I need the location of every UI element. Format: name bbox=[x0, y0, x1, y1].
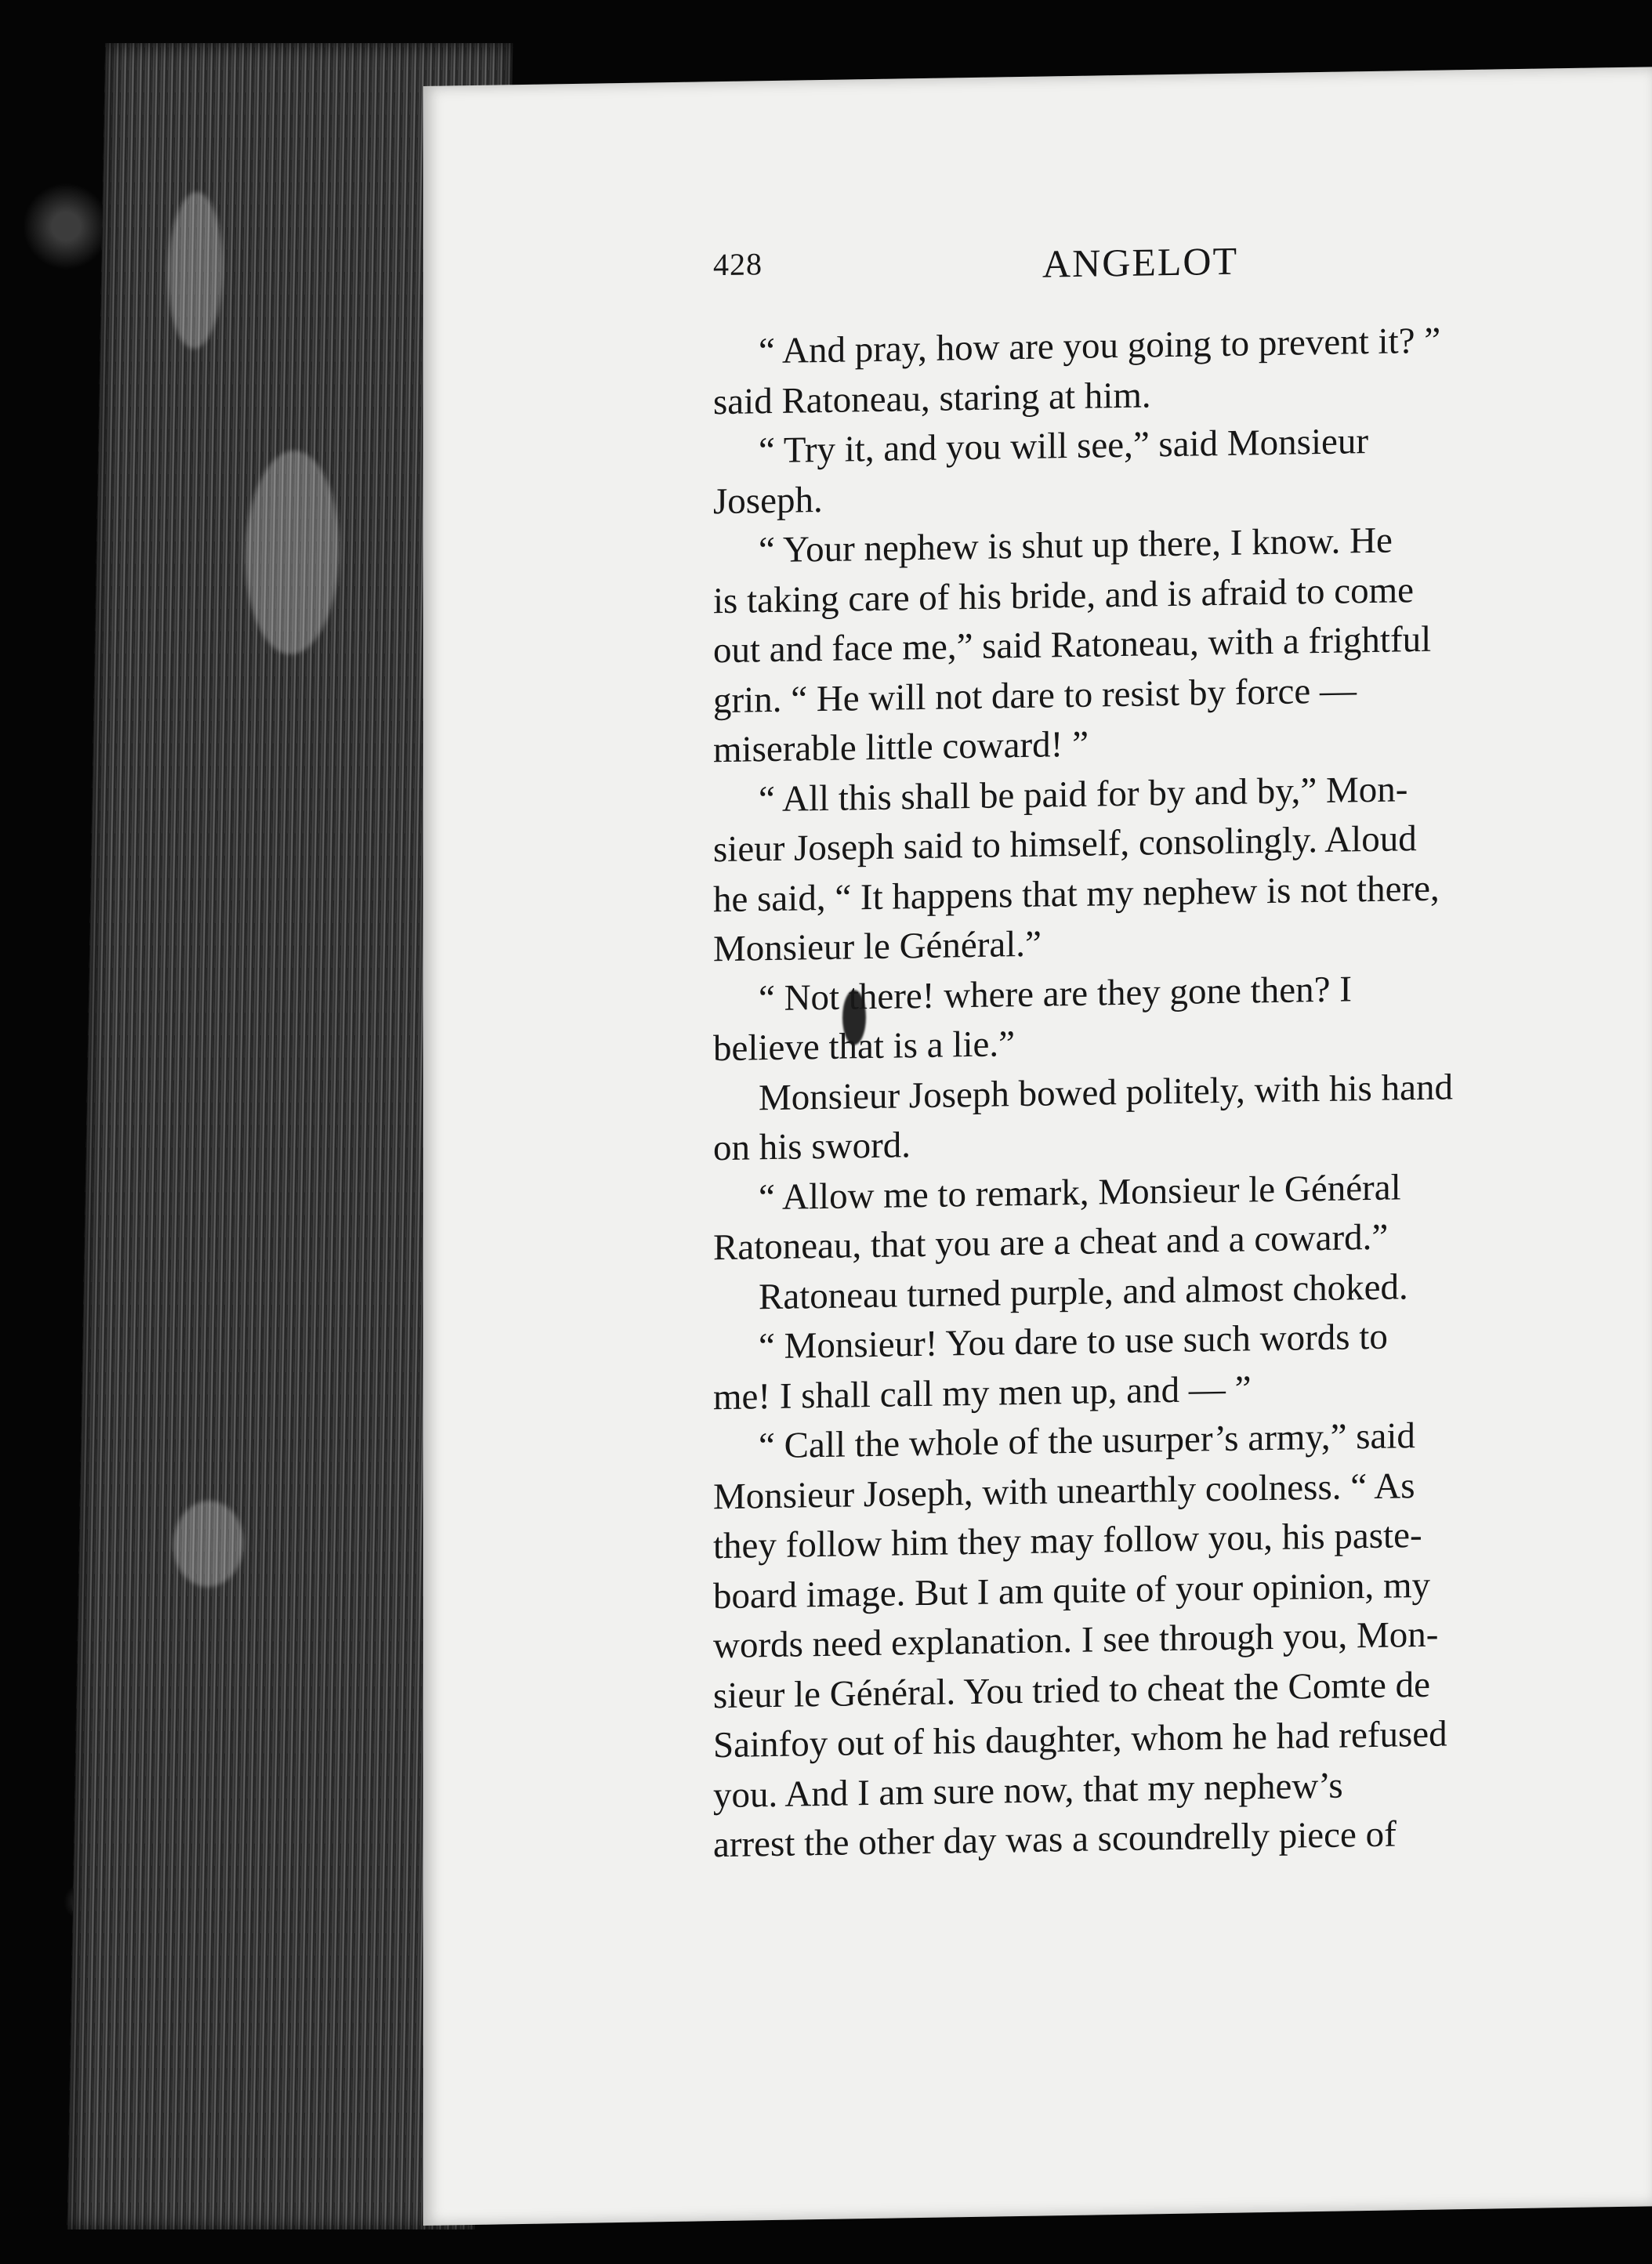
paragraph: “ Your nephew is shut up there, I know. He is taking care of his bride, and is afraid to come out and face me,” said Ratoneau, with a frightful grin. “ He will not dare to resist by force — miserable little coward! ” bbox=[713, 520, 1432, 771]
edge-stain bbox=[244, 451, 342, 654]
paragraph: “ Try it, and you will see,” said Monsieur Joseph. bbox=[713, 421, 1369, 522]
running-title: ANGELOT bbox=[1042, 238, 1239, 286]
paragraph: “ Not there! where are they gone then? I believe that is a lie.” bbox=[713, 968, 1352, 1070]
book-page bbox=[423, 67, 1652, 2226]
paragraph: “ Allow me to remark, Monsieur le Général Ratoneau, that you are a cheat and a coward.” bbox=[713, 1166, 1401, 1269]
edge-stain bbox=[172, 1501, 245, 1587]
page-header bbox=[713, 232, 1630, 309]
page-number: 428 bbox=[713, 246, 763, 283]
edge-stain bbox=[167, 192, 224, 349]
paragraph: “ And pray, how are you going to prevent it? ” said Ratoneau, staring at him. bbox=[713, 320, 1441, 422]
page-content bbox=[713, 232, 1630, 1871]
paragraph: Monsieur Joseph bowed politely, with his hand on his sword. bbox=[713, 1066, 1453, 1169]
body-text bbox=[713, 313, 1630, 1871]
paragraph: “ All this shall be paid for by and by,” Mon- sieur Joseph said to himself, consolingly. Aloud he said, “ It happens that my nephew is not there, Monsieur le Général.” bbox=[713, 768, 1440, 970]
paragraph: Ratoneau turned purple, and almost choked. bbox=[759, 1266, 1408, 1317]
paragraph: “ Call the whole of the usurper’s army,” said Monsieur Joseph, with unearthly coolness. “ As they follow him they may follow you, his paste- board image. But I am quite of your opinion, my words need explanation. I see through you, Mon- sieur le Général. You tried to cheat the Comte de Sainfoy out of his daughter, whom he had refused you. And I am sure now, that my nephew’s arrest the other day was a scoundrelly piece of bbox=[713, 1415, 1447, 1866]
paragraph: “ Monsieur! You dare to use such words to me! I shall call my men up, and — ” bbox=[713, 1316, 1388, 1418]
